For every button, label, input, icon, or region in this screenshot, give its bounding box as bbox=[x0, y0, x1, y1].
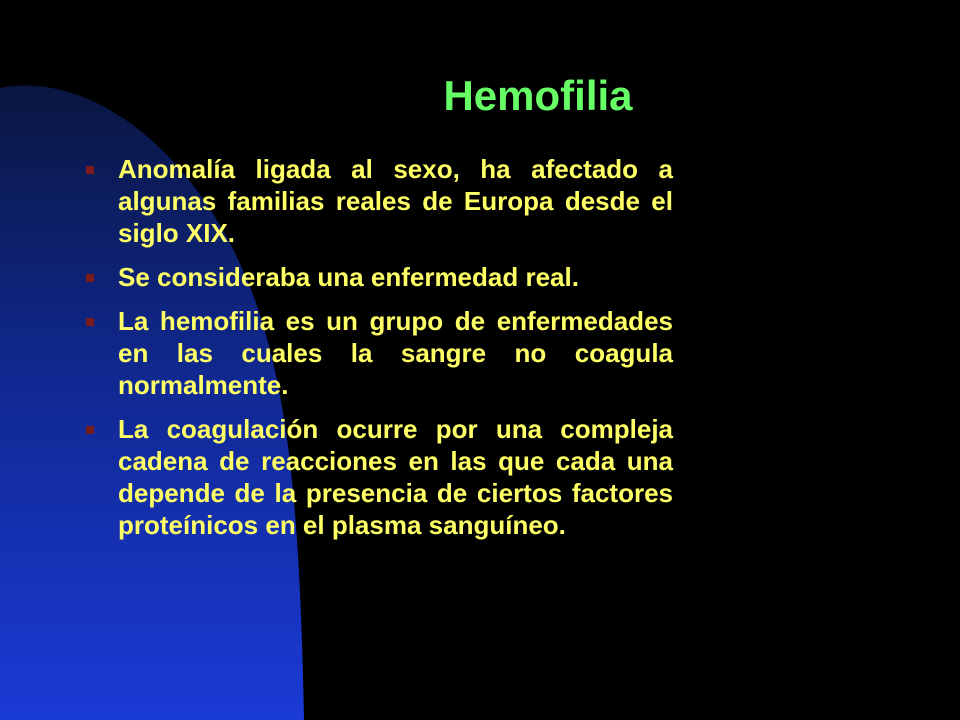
slide-title: Hemofilia bbox=[443, 72, 633, 119]
bullet-text: La coagulación ocurre por una compleja cadena de reacciones en las que cada una depende de la presencia de ciertos factores proteínicos en el plasma sanguíneo. bbox=[118, 414, 673, 540]
list-item bbox=[80, 305, 673, 401]
bullet-list bbox=[80, 153, 673, 553]
list-item bbox=[80, 153, 673, 249]
bullet-text: La hemofilia es un grupo de enfermedades en las cuales la sangre no coagula normalmente. bbox=[118, 306, 673, 400]
bullet-text: Anomalía ligada al sexo, ha afectado a algunas familias reales de Europa desde el siglo XIX. bbox=[118, 154, 673, 248]
square-bullet-icon bbox=[86, 274, 94, 282]
square-bullet-icon bbox=[86, 166, 94, 174]
square-bullet-icon bbox=[86, 426, 94, 434]
square-bullet-icon bbox=[86, 318, 94, 326]
list-item bbox=[80, 413, 673, 541]
list-item bbox=[80, 261, 673, 293]
bullet-text: Se consideraba una enfermedad real. bbox=[118, 262, 579, 292]
